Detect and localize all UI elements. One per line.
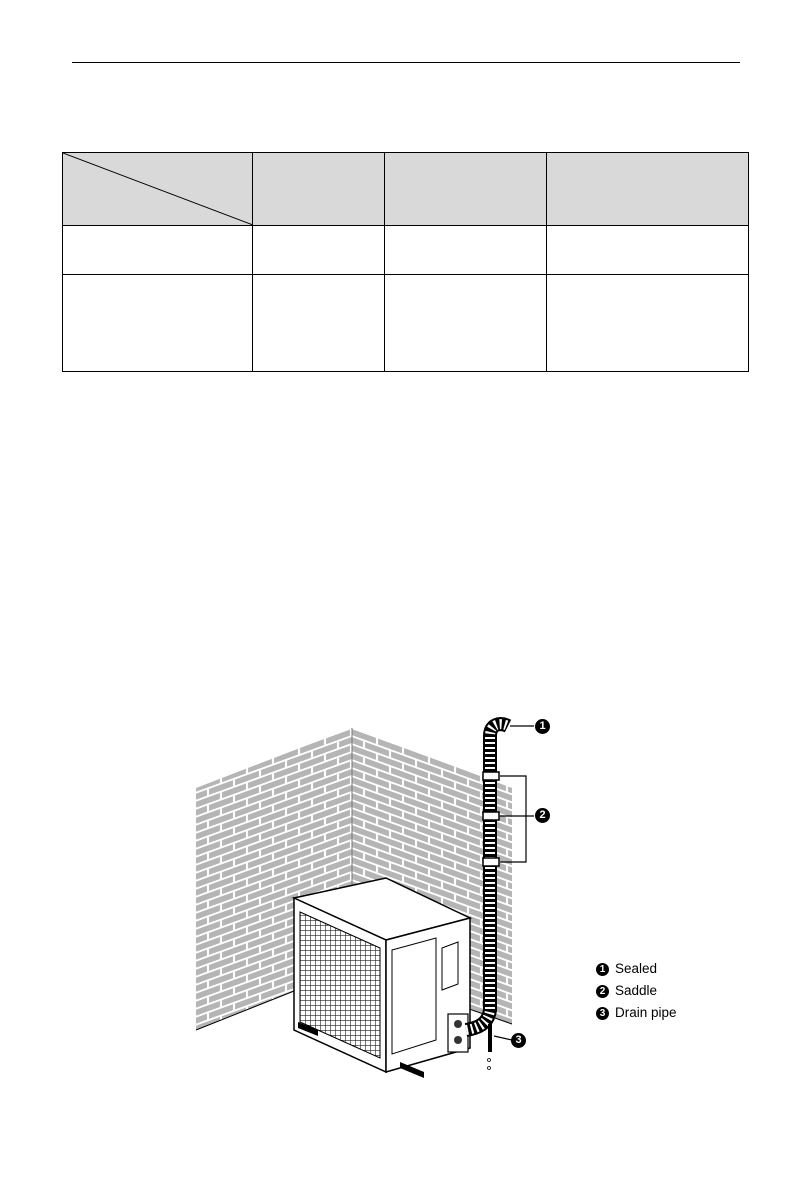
legend-label-drain-pipe: Drain pipe [615,1005,677,1021]
table-cell [547,226,749,275]
diagonal-divider [63,153,253,225]
legend-item [596,980,677,1002]
table-header-cell [385,153,547,226]
table-cell [385,226,547,275]
outdoor-unit [294,878,470,1078]
callout-3: 3 [511,1033,526,1048]
spec-table [62,152,749,372]
table-cell [63,275,253,372]
saddle-2 [483,812,499,820]
callout-2: 2 [535,808,550,823]
saddle-3 [483,858,499,866]
outdoor-unit-illustration [180,710,600,1090]
legend-number-1: 1 [596,963,609,976]
table-cell [385,275,547,372]
legend-item [596,1002,677,1024]
table-row [63,275,749,372]
legend-number-3: 3 [596,1007,609,1020]
table-cell [63,226,253,275]
saddle-1 [483,772,499,780]
table-header-row [63,153,749,226]
figure-legend [596,958,677,1024]
table-cell [547,275,749,372]
legend-number-2: 2 [596,985,609,998]
callout-1: 1 [535,719,550,734]
table-cell [253,275,385,372]
table-row [63,226,749,275]
legend-label-sealed: Sealed [615,961,658,977]
legend-item [596,958,677,980]
legend-label-saddle: Saddle [615,983,658,999]
header-rule [72,62,740,63]
table-header-cell [547,153,749,226]
table-cell [253,226,385,275]
table-header-cell [253,153,385,226]
table-corner-cell [63,153,253,226]
